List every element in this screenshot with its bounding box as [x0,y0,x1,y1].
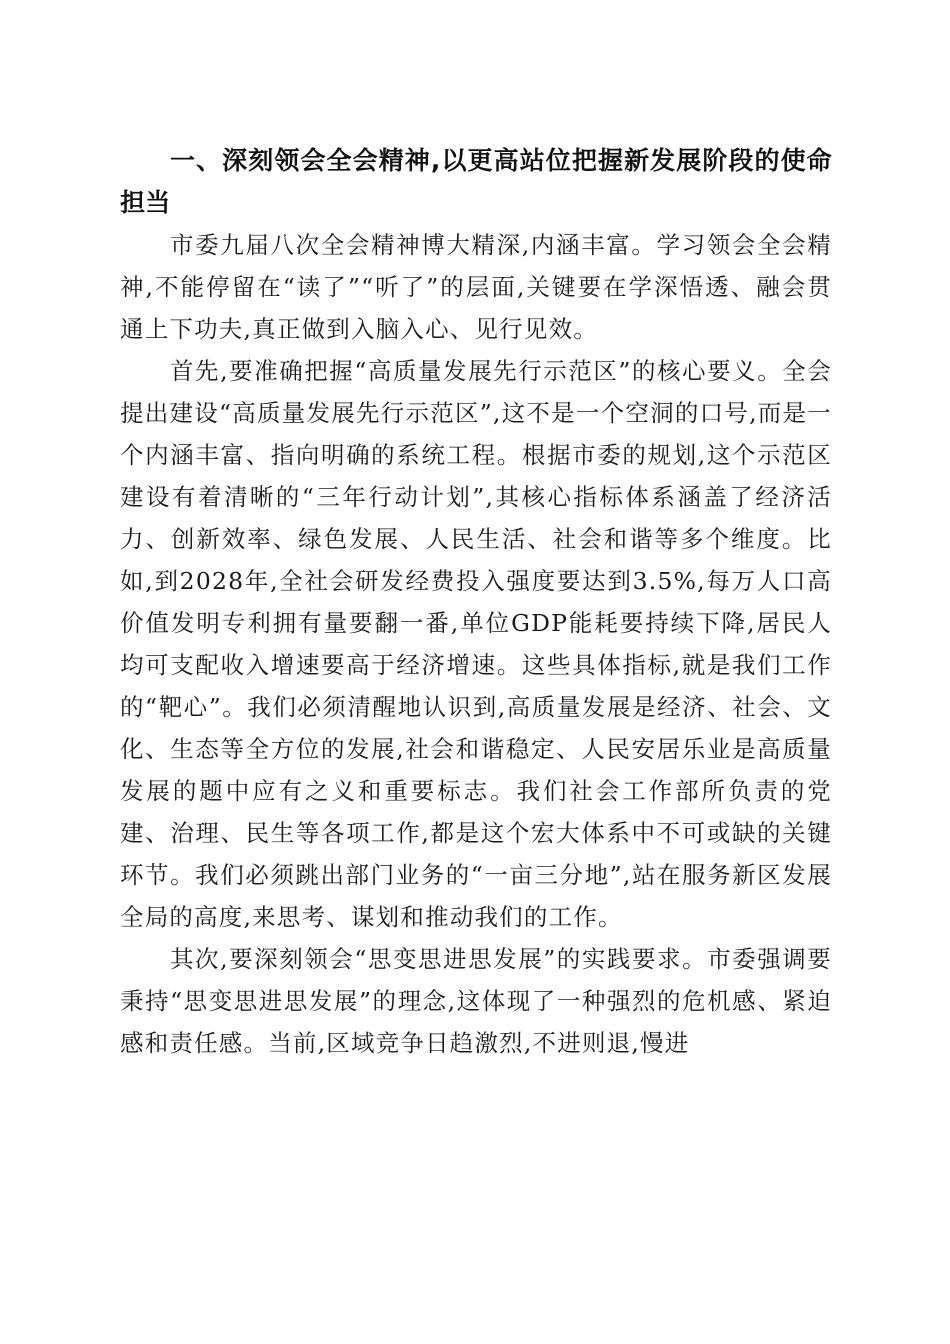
paragraph-first-point: 首先,要准确把握“高质量发展先行示范区”的核心要义。全会提出建设“高质量发展先行示范区”,这不是一个空洞的口号,而是一个内涵丰富、指向明确的系统工程。根据市委的规划,这个示范区建设有着清晰的“三年行动计划”,其核心指标体系涵盖了经济活力、创新效率、绿色发展、人民生活、社会和谐等多个维度。比如,到2028年,全社会研发经费投入强度要达到3.5%,每万人口高价值发明专利拥有量要翻一番,单位GDP能耗要持续下降,居民人均可支配收入增速要高于经济增速。这些具体指标,就是我们工作的“靶心”。我们必须清醒地认识到,高质量发展是经济、社会、文化、生态等全方位的发展,社会和谐稳定、人民安居乐业是高质量发展的题中应有之义和重要标志。我们社会工作部所负责的党建、治理、民生等各项工作,都是这个宏大体系中不可或缺的关键环节。我们必须跳出部门业务的“一亩三分地”,站在服务新区发展全局的高度,来思考、谋划和推动我们的工作。 [120,357,833,931]
paragraph-second-point: 其次,要深刻领会“思变思进思发展”的实践要求。市委强调要秉持“思变思进思发展”的理念,这体现了一种强烈的危机感、紧迫感和责任感。当前,区域竞争日趋激烈,不进则退,慢进 [120,945,832,1057]
document-body [120,140,832,1064]
section-heading: 一、深刻领会全会精神,以更高站位把握新发展阶段的使命担当 [120,146,832,217]
paragraph-intro: 市委九届八次全会精神博大精深,内涵丰富。学习领会全会精神,不能停留在“读了”“听了”的层面,关键要在学深悟透、融会贯通上下功夫,真正做到入脑入心、见行见效。 [120,231,832,343]
